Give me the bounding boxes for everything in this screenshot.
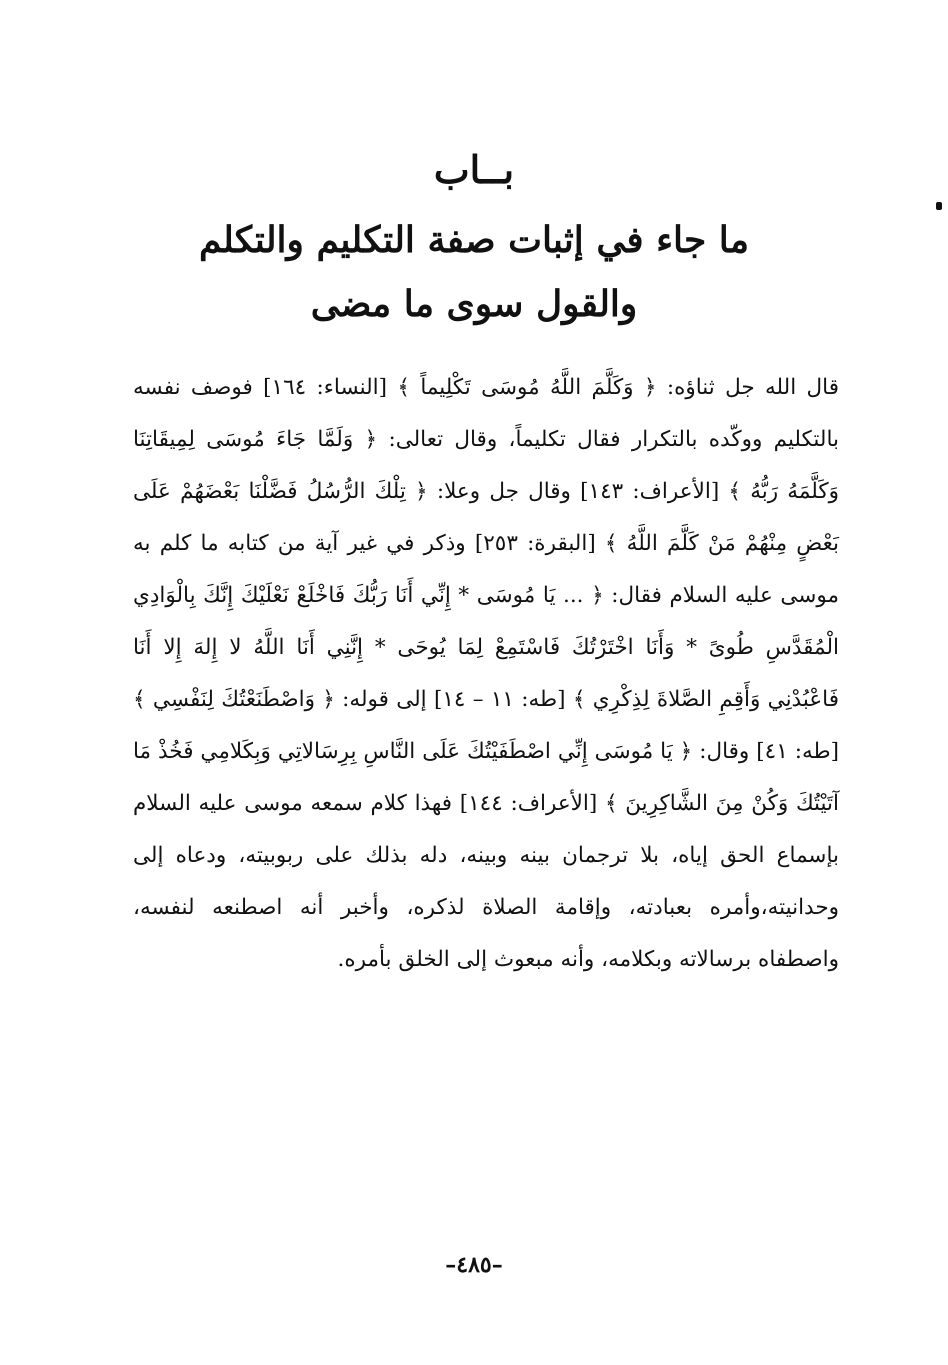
chapter-heading: بــاب (433, 147, 515, 192)
page-number: –٤٨٥– (445, 1252, 503, 1278)
body-paragraph: قال الله جل ثناؤه: ﴿ وَكَلَّمَ اللَّهُ مُوسَى تَكْلِيماً ﴾ [النساء: ١٦٤] فوصف نفسه بالتكليم ووكّده بالتكرار فقال تكليماً، وقال تعالى: ﴿ وَلَمَّا جَاءَ مُوسَى لِمِيقَاتِنَا وَكَلَّمَهُ رَبُّهُ ﴾ [الأعراف: ١٤٣] وقال جل وعلا: ﴿ تِلْكَ الرُّسُلُ فَضَّلْنَا بَعْضَهُمْ عَلَى بَعْضٍ مِنْهُمْ مَنْ كَلَّمَ اللَّهُ ﴾ [البقرة: ٢٥٣] وذكر في غير آية من كتابه ما كلم به موسى عليه السلام فقال: ﴿ ... يَا مُوسَى * إِنِّي أَنَا رَبُّكَ فَاخْلَعْ نَعْلَيْكَ إِنَّكَ بِالْوَادِي الْمُقَدَّسِ طُوىً * وَأَنَا اخْتَرْتُكَ فَاسْتَمِعْ لِمَا يُوحَى * إِنَّنِي أَنَا اللَّهُ لا إِلهَ إِلا أَنَا فَاعْبُدْنِي وَأَقِمِ الصَّلاةَ لِذِكْرِي ﴾ [طه: ١١ – ١٤] إلى قوله: ﴿ وَاصْطَنَعْتُكَ لِنَفْسِي ﴾ [طه: ٤١] وقال: ﴿ يَا مُوسَى إِنِّي اصْطَفَيْتُكَ عَلَى النَّاسِ بِرِسَالاتِي وَبِكَلامِي فَخُذْ مَا آتَيْتُكَ وَكُنْ مِنَ الشَّاكِرِينَ ﴾ [الأعراف: ١٤٤] فهذا كلام سمعه موسى عليه السلام بإسماع الحق إياه، بلا ترجمان بينه وبينه، دله بذلك على ربوبيته، ودعاه إلى وحدانيته،وأمره بعبادته، وإقامة الصلاة لذكره، وأخبر أنه اصطنعه لنفسه، واصطفاه برسالاته وبكلامه، وأنه مبعوث إلى الخلق بأمره. (133, 375, 840, 972)
chapter-title-line-1: ما جاء في إثبات صفة التكليم والتكلم (198, 219, 750, 261)
chapter-title-line-2: والقول سوى ما مضى (310, 283, 638, 325)
margin-mark (936, 202, 942, 210)
